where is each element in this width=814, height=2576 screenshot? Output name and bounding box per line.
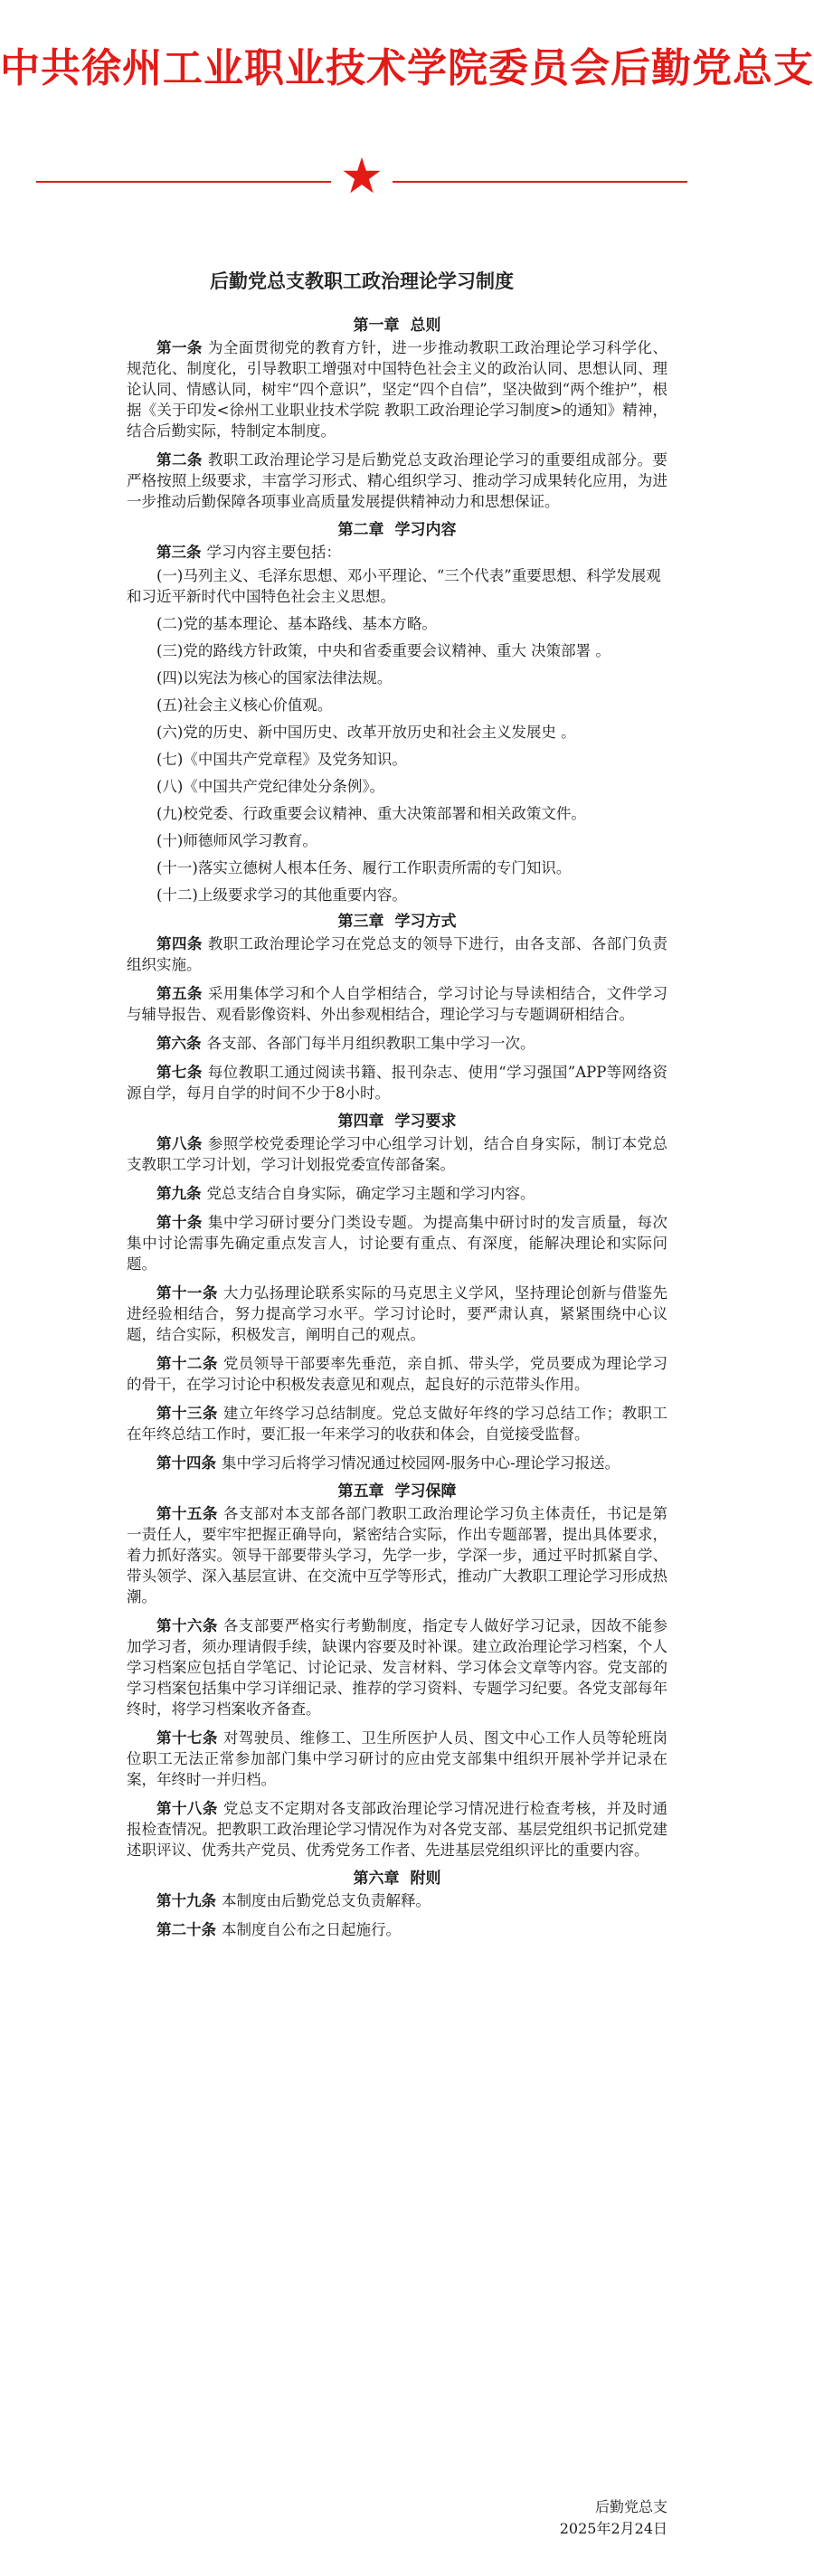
chapter-heading: 第二章 学习内容 — [337, 521, 457, 539]
article: 第十六条 各支部要严格实行考勤制度，指定专人做好学习记录，因故不能参加学习者，须办理请假手续，缺课内容要及时补课。建立政治理论学习档案，个人学习档案应包括自学笔记、讨论记录、发言材料、学习体会文章等内容。党支部的学习档案包括集中学习详细记录、推荐的学习资料、专题学习纪要。各党支部每年终时，将学习档案收齐备查。 — [127, 1617, 667, 1718]
list-item: (六)党的历史、新中国历史、改革开放历史和社会主义发展史 。 — [156, 724, 576, 741]
masthead-rule-left — [36, 181, 331, 183]
article: 第十四条 集中学习后将学习情况通过校园网-服务中心-理论学习报送。 — [156, 1454, 620, 1472]
signature-date: 2025年2月24日 — [559, 2520, 667, 2537]
article: 第十五条 各支部对本支部各部门教职工政治理论学习负主体责任，书记是第一责任人，要牢牢把握正确导向，紧密结合实际，作出专题部署，提出具体要求，着力抓好落实。领导干部要带头学习，先学一步，学深一步，通过平时抓紧自学、带头领学、深入基层宣讲、在交流中互学等形式，推动广大教职工理论学习形成热潮。 — [127, 1505, 667, 1605]
list-item: (一)马列主义、毛泽东思想、邓小平理论、“三个代表”重要思想、科学发展观和习近平新时代中国特色社会主义思想。 — [127, 567, 661, 605]
article: 第二条 教职工政治理论学习是后勤党总支政治理论学习的重要组成部分。要严格按照上级要求，丰富学习形式、精心组织学习、推动学习成果转化应用，为进一步推动后勤保障各项事业高质量发展提供精神动力和思想保证。 — [127, 451, 667, 510]
chapter-heading: 第五章 学习保障 — [337, 1482, 457, 1501]
article: 第十一条 大力弘扬理论联系实际的马克思主义学风，坚持理论创新与借鉴先进经验相结合，努力提高学习水平。学习讨论时，要严肃认真，紧紧围绕中心议题，结合实际，积极发言，阐明自己的观点。 — [127, 1284, 667, 1343]
article: 第十三条 建立年终学习总结制度。党总支做好年终的学习总结工作；教职工在年终总结工作时，要汇报一年来学习的收获和体会，自觉接受监督。 — [127, 1405, 667, 1443]
list-item: (八)《中国共产党纪律处分条例》。 — [156, 778, 385, 795]
list-item: (十一)落实立德树人根本任务、履行工作职责所需的专门知识。 — [156, 859, 572, 876]
article: 第一条 为全面贯彻党的教育方针，进一步推动教职工政治理论学习科学化、规范化、制度化，引导教职工增强对中国特色社会主义的政治认同、思想认同、理论认同、情感认同，树牢“四个意识”，坚定“四个自信”，坚决做到“两个维护”，根据《关于印发<徐州工业职业技术学院 教职工政治理论学习制度>的通知》精神，结合后勤实际，特制定本制度。 — [127, 339, 667, 440]
article: 第十条 集中学习研讨要分门类设专题。为提高集中研讨时的发言质量，每次集中讨论需事先确定重点发言人，讨论要有重点、有深度，能解决理论和实际问题。 — [127, 1214, 667, 1273]
article: 第四条 教职工政治理论学习在党总支的领导下进行，由各支部、各部门负责组织实施。 — [127, 935, 667, 973]
list-item: (十二)上级要求学习的其他重要内容。 — [156, 886, 407, 904]
article: 第七条 每位教职工通过阅读书籍、报刊杂志、使用“学习强国”APP等网络资源自学，每月自学的时间不少于8小时。 — [127, 1064, 667, 1102]
article: 第十九条 本制度由后勤党总支负责解释。 — [156, 1892, 431, 1909]
signature-block — [560, 2496, 667, 2540]
article: 第三条 学习内容主要包括： — [156, 544, 341, 561]
article: 第九条 党总支结合自身实际，确定学习主题和学习内容。 — [156, 1185, 535, 1202]
star-icon — [342, 156, 382, 195]
signature-org: 后勤党总支 — [594, 2498, 667, 2515]
article: 第八条 参照学校党委理论学习中心组学习计划，结合自身实际，制订本党总支教职工学习计划，学习计划报党委宣传部备案。 — [127, 1135, 667, 1173]
masthead-title: 中共徐州工业职业技术学院委员会后勤党总支 — [0, 45, 814, 91]
article: 第六条 各支部、各部门每半月组织教职工集中学习一次。 — [156, 1035, 535, 1052]
list-item: (三)党的路线方针政策，中央和省委重要会议精神、重大 决策部署 。 — [156, 642, 610, 659]
article: 第五条 采用集体学习和个人自学相结合，学习讨论与导读相结合，文件学习与辅导报告、观看影像资料、外出参观相结合，理论学习与专题调研相结合。 — [127, 985, 667, 1023]
masthead-rule-right — [393, 181, 687, 183]
chapter-heading: 第六章 附则 — [353, 1870, 441, 1888]
list-item: (九)校党委、行政重要会议精神、重大决策部署和相关政策文件。 — [156, 805, 586, 822]
chapter-heading: 第三章 学习方式 — [337, 913, 457, 931]
article: 第十八条 党总支不定期对各支部政治理论学习情况进行检查考核，并及时通报检查情况。把教职工政治理论学习情况作为对各党支部、基层党组织书记抓党建述职评议、优秀共产党员、优秀党务工作者、先进基层党组织评比的重要内容。 — [127, 1800, 667, 1859]
article: 第十七条 对驾驶员、维修工、卫生所医护人员、图文中心工作人员等轮班岗位职工无法正常参加部门集中学习研讨的应由党支部集中组织开展补学并记录在案，年终时一并归档。 — [127, 1729, 667, 1788]
chapter-heading: 第四章 学习要求 — [337, 1113, 457, 1131]
list-item: (十)师德师风学习教育。 — [156, 832, 317, 849]
list-item: (五)社会主义核心价值观。 — [156, 696, 333, 714]
article: 第二十条 本制度自公布之日起施行。 — [156, 1921, 401, 1938]
list-item: (四)以宪法为核心的国家法律法规。 — [156, 669, 393, 687]
list-item: (七)《中国共产党章程》及党务知识。 — [156, 751, 407, 768]
document-body — [127, 315, 667, 1948]
list-item: (二)党的基本理论、基本路线、基本方略。 — [156, 615, 437, 632]
article: 第十二条 党员领导干部要率先垂范，亲自抓、带头学，党员要成为理论学习的骨干，在学习讨论中积极发表意见和观点，起良好的示范带头作用。 — [127, 1355, 667, 1393]
document-title: 后勤党总支教职工政治理论学习制度 — [210, 270, 514, 292]
chapter-heading: 第一章 总则 — [353, 317, 441, 335]
